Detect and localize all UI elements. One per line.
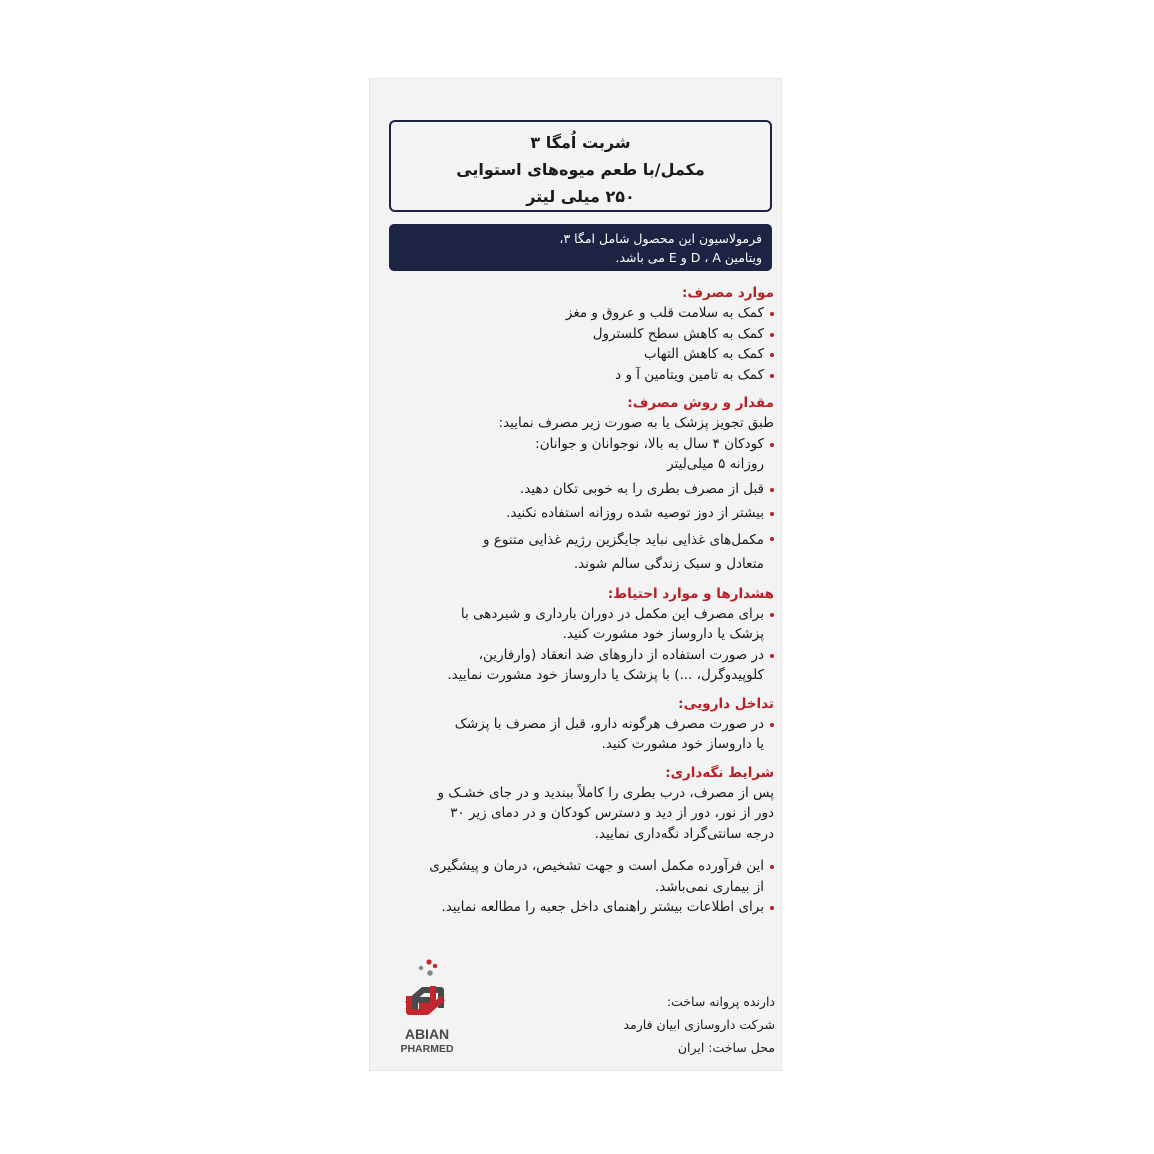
interactions-section [386,694,774,755]
dosage-intro: طبق تجویز پزشک یا به صورت زیر مصرف نمایید: [498,415,774,431]
notes-item: این فرآورده مکمل است و جهت تشخیص، درمان و پیشگیری [386,856,774,877]
dosage-item: کودکان ۴ سال به بالا، نوجوانان و جوانان: [386,434,774,455]
warnings-item-cont: کلوپیدوگرل، ...) با پزشک یا داروساز خود مشورت نمایید. [447,667,764,683]
storage-text: درجه سانتی‌گراد نگه‌داری نمایید. [594,825,774,842]
uses-heading: موارد مصرف: [682,285,774,301]
dosage-item-cont: روزانه ۵ میلی‌لیتر [667,456,764,472]
product-subtitle: مکمل/با طعم میوه‌های استوایی [456,160,705,179]
logo-name: ABIAN [404,1026,450,1042]
uses-item: کمک به تامین ویتامین آ و د [386,365,774,386]
abian-pharmed-logo [387,956,467,1056]
product-title: شربت اُمگا ۳ [530,133,631,152]
dosage-item: بیشتر از دوز توصیه شده روزانه استفاده نکنید. [386,503,774,524]
dosage-section [386,393,774,576]
manufacturer-name: شرکت داروسازی ابیان فارمد [623,1017,775,1032]
product-volume: ۲۵۰ میلی لیتر [526,187,635,206]
dosage-heading: مقدار و روش مصرف: [627,395,774,411]
uses-item: کمک به سلامت قلب و عروق و مغز [386,303,774,324]
leaflet-content [386,283,774,918]
warnings-item: برای مصرف این مکمل در دوران بارداری و شیردهی با [386,604,774,625]
formulation-line-1: فرمولاسیون این محصول شامل امگا ۳، [559,231,762,246]
dosage-item-cont: متعادل و سبک زندگی سالم شوند. [573,555,764,572]
made-in: محل ساخت: ایران [677,1040,775,1055]
uses-item: کمک به کاهش التهاب [386,344,774,365]
storage-heading: شرایط نگه‌داری: [665,764,774,781]
warnings-item-cont: پزشک یا داروساز خود مشورت کنید. [562,626,764,642]
storage-section [386,763,774,845]
uses-section [386,283,774,385]
formulation-banner [389,224,772,271]
dosage-item: قبل از مصرف بطری را به خوبی تکان دهید. [386,479,774,500]
notes-item-cont: از بیماری نمی‌باشد. [654,878,764,895]
uses-item: کمک به کاهش سطح کلسترول [386,324,774,345]
abian-pharmed-logo-icon [387,956,467,1056]
license-holder-label: دارنده پروانه ساخت: [666,994,775,1009]
storage-text: دور از نور، دور از دید و دسترس کودکان و در دمای زیر ۳۰ [450,805,774,821]
interactions-item-cont: یا داروساز خود مشورت کنید. [601,736,764,752]
warnings-section [386,584,774,686]
interactions-heading: تداخل دارویی: [678,695,774,712]
storage-text: پس از مصرف، درب بطری را کاملاً ببندید و در جای خشـک و [437,784,774,801]
logo-sub: PHARMED [400,1043,454,1055]
notes-item: برای اطلاعات بیشتر راهنمای داخل جعبه را مطالعه نمایید. [386,897,774,918]
dosage-item: مکمل‌های غذایی نباید جایگزین رژیم غذایی متنوع و [386,528,774,552]
interactions-item: در صورت مصرف هرگونه دارو، قبل از مصرف با پزشک [386,714,774,735]
warnings-item: در صورت استفاده از داروهای ضد انعقاد (وارفارین، [386,645,774,666]
warnings-heading: هشدارها و موارد احتیاط: [607,585,774,602]
formulation-line-2: ویتامین D ، A و E می باشد. [615,250,762,265]
notes-section [386,856,774,918]
product-title-box [389,120,772,212]
manufacturer-info [540,990,775,1059]
